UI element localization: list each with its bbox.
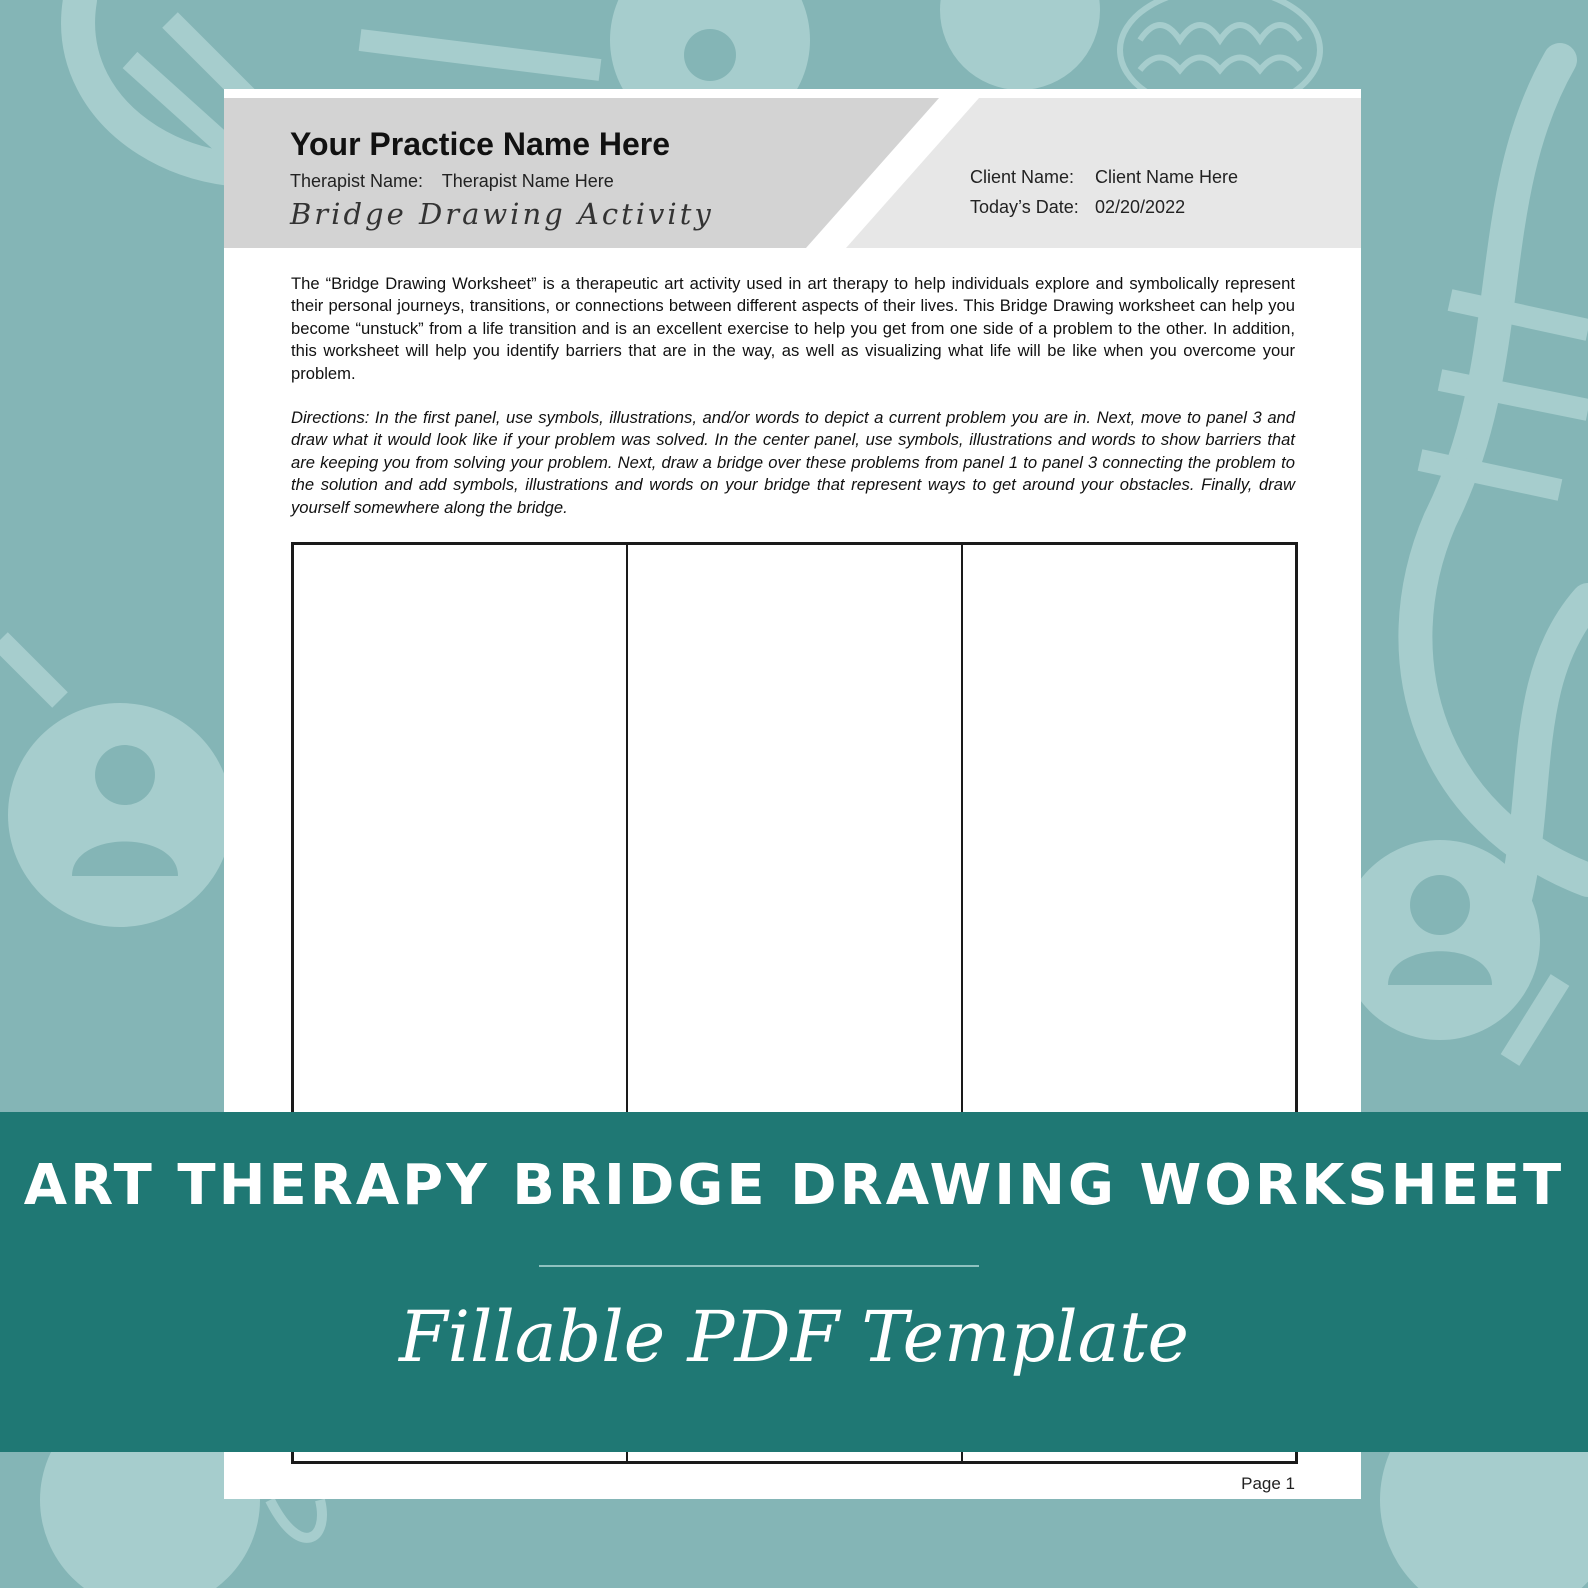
client-name-label: Client Name: xyxy=(970,166,1075,187)
intro-paragraph: The “Bridge Drawing Worksheet” is a therapeutic art activity used in art therapy to help individuals explore and symbolically represent their personal journeys, transitions, or connections between different aspects of their lives. This Bridge Drawing worksheet can help you become “unstuck” from a life transition and is an excellent exercise to help you get from one side of a problem to the other. In addition, this worksheet will help you identify barriers that are in the way, as well as visualizing what life will be like when you overcome your problem. xyxy=(291,274,1295,383)
date-input[interactable]: 02/20/2022 xyxy=(1095,196,1186,217)
therapist-field xyxy=(290,171,614,192)
client-name-input[interactable]: Client Name Here xyxy=(1095,166,1239,187)
directions-paragraph: Directions: In the first panel, use symbols, illustrations, and/or words to depict a current problem you are in. Next, move to panel 3 and draw what it would look like if your problem was solved. In the center panel, use symbols, illustrations and words to show barriers that are keeping you from solving your problem. Next, draw a bridge over these problems from panel 1 to panel 3 connecting the problem to the solution and add symbols, illustrations and words on your bridge that represent ways to get around your obstacles. Finally, draw yourself somewhere along the bridge. xyxy=(291,408,1295,517)
banner-divider xyxy=(539,1265,979,1267)
title-banner xyxy=(0,1112,1588,1452)
banner-subtitle: Fillable PDF Template xyxy=(399,1296,1189,1378)
worksheet-header xyxy=(224,98,1361,248)
therapist-name-input[interactable]: Therapist Name Here xyxy=(441,171,614,191)
client-info xyxy=(970,162,1238,222)
person-icon xyxy=(1340,840,1540,1040)
brain-icon xyxy=(270,1500,322,1538)
date-label: Today’s Date: xyxy=(970,196,1079,217)
page-number: Page 1 xyxy=(1241,1474,1295,1493)
person-icon xyxy=(940,0,1100,90)
person-icon xyxy=(8,703,232,927)
activity-title: Bridge Drawing Activity xyxy=(290,197,714,231)
practice-name: Your Practice Name Here xyxy=(290,126,671,162)
therapist-label: Therapist Name: xyxy=(290,171,424,191)
banner-title: ART THERAPY BRIDGE DRAWING WORKSHEET xyxy=(23,1153,1565,1218)
